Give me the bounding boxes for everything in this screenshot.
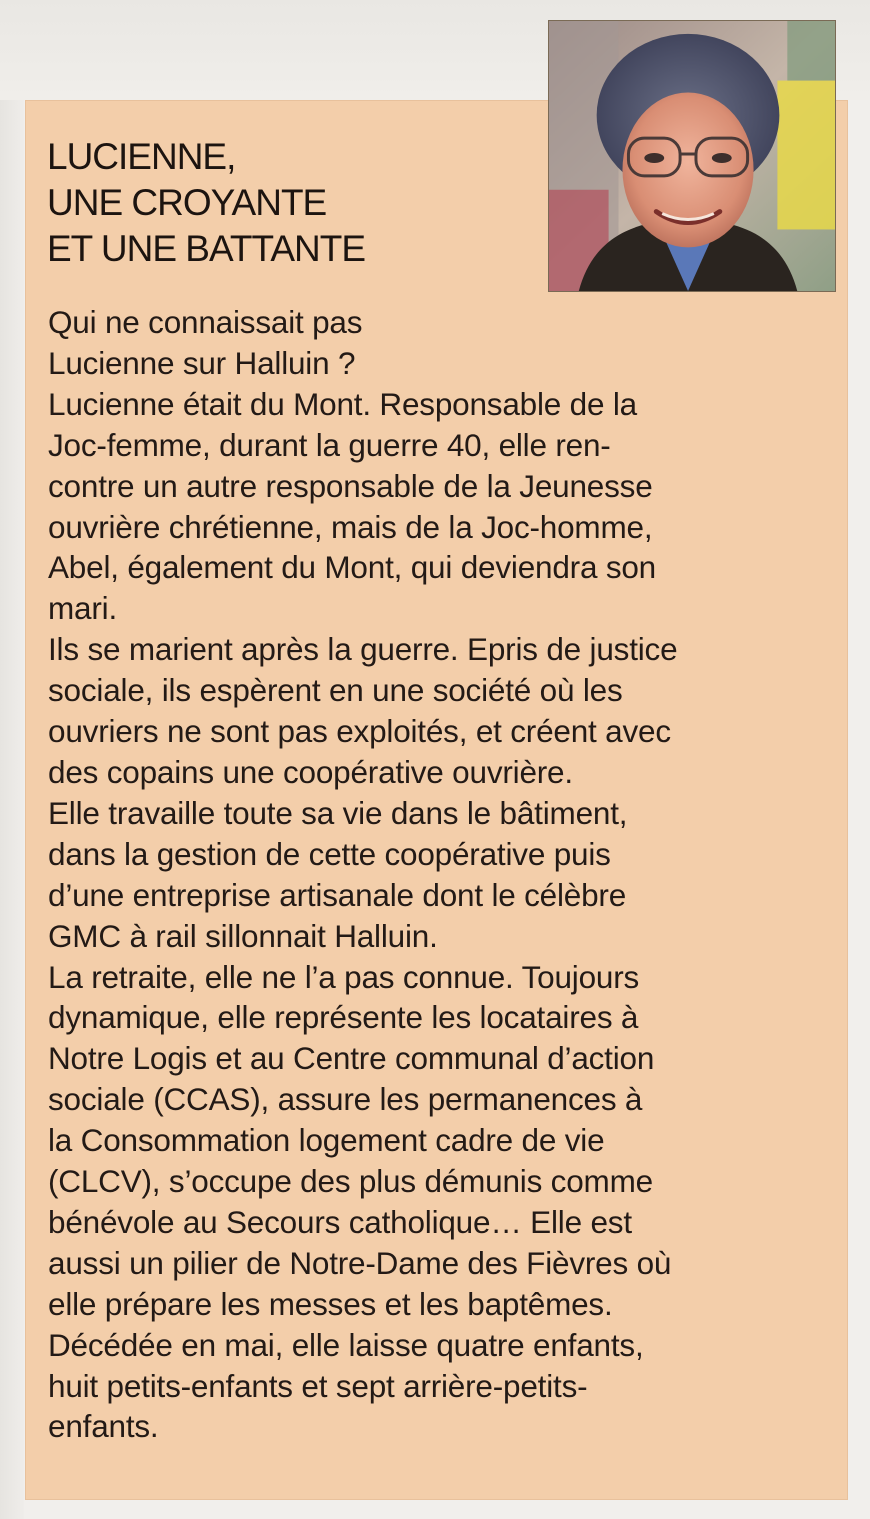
body-line: Lucienne était du Mont. Responsable de la xyxy=(48,385,637,422)
body-line: contre un autre responsable de la Jeunesse xyxy=(48,467,653,504)
body-line: la Consommation logement cadre de vie xyxy=(48,1122,605,1159)
body-line: Elle travaille toute sa vie dans le bâtiment, xyxy=(48,794,628,831)
portrait-photo xyxy=(548,20,836,292)
body-line: Décédée en mai, elle laisse quatre enfants, xyxy=(48,1326,644,1363)
body-line: elle prépare les messes et les baptêmes. xyxy=(48,1285,613,1322)
body-line: La retraite, elle ne l’a pas connue. Toujours xyxy=(48,958,640,995)
title-line: LUCIENNE, xyxy=(47,136,236,177)
body-line: Qui ne connaissait pas xyxy=(48,304,363,340)
body-line: des copains une coopérative ouvrière. xyxy=(48,753,573,790)
body-line: dynamique, elle représente les locataires à xyxy=(48,999,639,1036)
body-line: enfants. xyxy=(48,1408,159,1445)
body-line: GMC à rail sillonnait Halluin. xyxy=(48,917,438,954)
title-line: UNE CROYANTE xyxy=(47,182,327,223)
body-line: mari. xyxy=(48,590,117,627)
body-line: sociale (CCAS), assure les permanences à xyxy=(48,1081,643,1118)
body-line: Joc-femme, durant la guerre 40, elle ren- xyxy=(48,426,611,463)
article-title xyxy=(47,134,527,272)
paper-margin-left xyxy=(0,100,24,1519)
article-body xyxy=(48,302,838,1447)
body-line: d’une entreprise artisanale dont le célèbre xyxy=(48,876,627,913)
body-line: (CLCV), s’occupe des plus démunis comme xyxy=(48,1163,653,1200)
body-line: ouvriers ne sont pas exploités, et créent avec xyxy=(48,713,671,750)
body-line: Notre Logis et au Centre communal d’action xyxy=(48,1040,655,1077)
body-line: Ils se marient après la guerre. Epris de justice xyxy=(48,631,678,668)
title-line: ET UNE BATTANTE xyxy=(47,228,366,269)
body-line: sociale, ils espèrent en une société où les xyxy=(48,672,623,709)
body-line: aussi un pilier de Notre-Dame des Fièvres où xyxy=(48,1244,672,1281)
body-line: Lucienne sur Halluin ? xyxy=(48,344,356,381)
body-line: bénévole au Secours catholique… Elle est xyxy=(48,1203,632,1240)
body-line: huit petits-enfants et sept arrière-petits- xyxy=(48,1367,588,1404)
body-line: dans la gestion de cette coopérative puis xyxy=(48,835,611,872)
body-line: ouvrière chrétienne, mais de la Joc-homme, xyxy=(48,508,653,545)
body-line: Abel, également du Mont, qui deviendra son xyxy=(48,549,657,586)
portrait-photo-icon xyxy=(549,21,835,291)
